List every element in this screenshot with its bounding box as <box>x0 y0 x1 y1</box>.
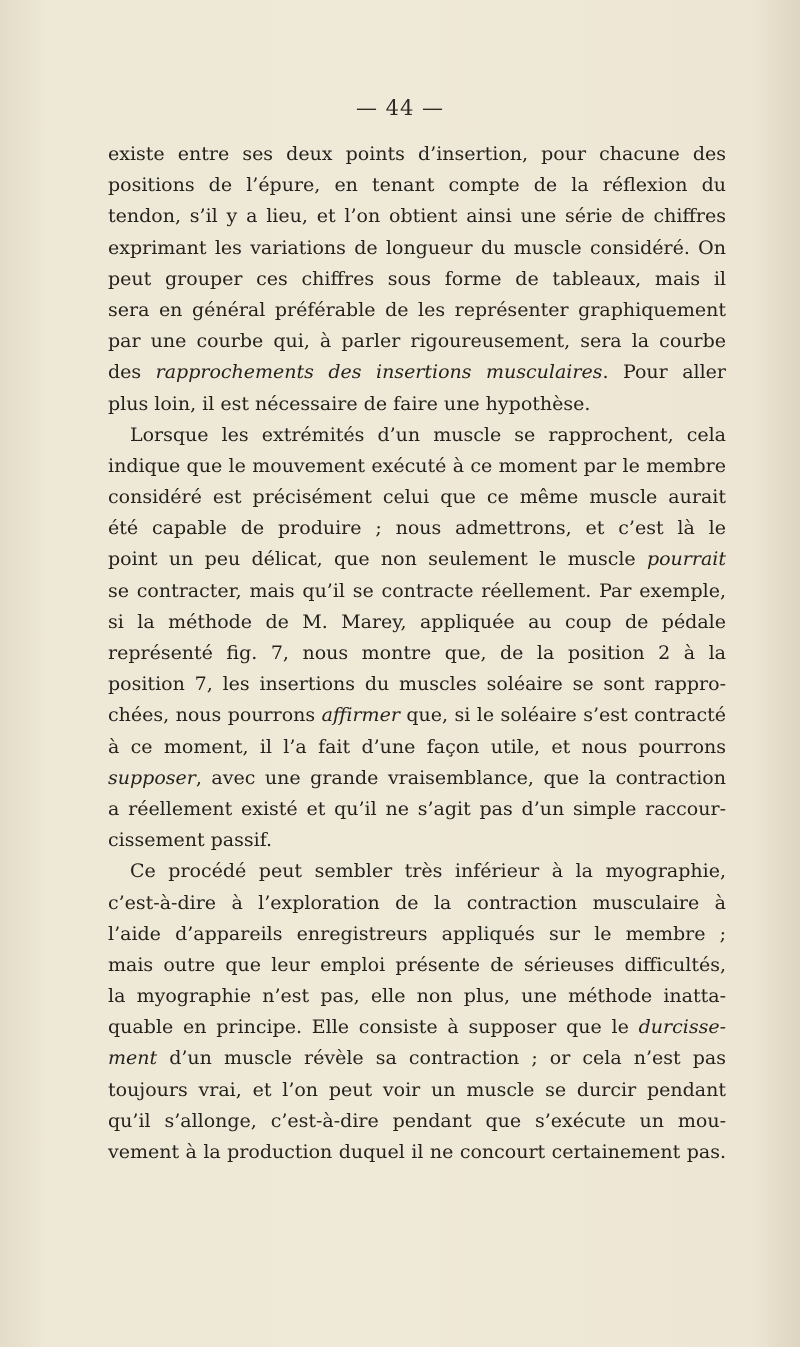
text-segment: point un peu délicat, que non seulement le muscle <box>108 548 647 571</box>
text-line: la myographie n’est pas, elle non plus, une méthode inatta- <box>108 985 726 1008</box>
text-line: indique que le mouvement exécuté à ce moment par le membre <box>108 454 726 477</box>
body-text <box>108 139 726 1168</box>
text-line: exprimant les variations de longueur du muscle considéré. On <box>108 236 726 259</box>
italic-phrase: ment <box>108 1047 158 1070</box>
text-line: Lorsque les extrémités d’un muscle se rapprochent, cela <box>130 423 726 446</box>
text-line: toujours vrai, et l’on peut voir un muscle se durcir pendant <box>108 1078 726 1101</box>
text-segment: des <box>108 361 156 384</box>
text-line <box>108 763 726 794</box>
italic-phrase: affirmer <box>321 704 400 727</box>
text-line: vement à la production duquel il ne concourt certainement pas. <box>108 1141 726 1163</box>
text-segment: , avec une grande vraisemblance, que la contraction <box>195 766 726 789</box>
text-line: sera en général préférable de les représenter graphiquement <box>108 298 726 321</box>
italic-phrase: supposer <box>108 766 196 789</box>
text-line: si la méthode de M. Marey, appliquée au coup de pédale <box>108 610 726 633</box>
text-line <box>108 1012 726 1043</box>
text-segment: chées, nous pourrons <box>108 704 322 727</box>
text-line: existe entre ses deux points d’insertion, pour chacune des <box>108 143 726 165</box>
text-line: a réellement existé et qu’il ne s’agit pas d’un simple raccour- <box>108 797 726 820</box>
text-line: à ce moment, il l’a fait d’une façon utile, et nous pourrons <box>108 735 726 758</box>
text-line: considéré est précisément celui que ce même muscle aurait <box>108 486 726 509</box>
italic-phrase: rapprochements des insertions musculaires <box>155 361 603 384</box>
text-line <box>108 357 726 388</box>
italic-phrase: durcisse- <box>638 1016 726 1039</box>
text-line: c’est-à-dire à l’exploration de la contraction musculaire à <box>108 891 726 914</box>
text-line: l’aide d’appareils enregistreurs appliqués sur le membre ; <box>108 922 726 945</box>
text-line: mais outre que leur emploi présente de sérieuses difficultés, <box>108 953 726 976</box>
text-line: position 7, les insertions du muscles soléaire se sont rappro- <box>108 673 726 696</box>
text-line: été capable de produire ; nous admettrons, et c’est là le <box>108 517 726 540</box>
page-number: — 44 — <box>355 96 445 120</box>
text-segment: . Pour aller <box>602 361 726 384</box>
text-line: représenté fig. 7, nous montre que, de la position 2 à la <box>108 642 726 664</box>
text-line: positions de l’épure, en tenant compte de la réflexion du <box>108 174 726 197</box>
text-line: par une courbe qui, à parler rigoureusement, sera la courbe <box>108 330 726 353</box>
italic-phrase: pourrait <box>646 548 726 571</box>
text-line <box>108 544 726 575</box>
text-segment: d’un muscle révèle sa contraction ; or cela n’est pas <box>157 1047 726 1070</box>
text-line: plus loin, il est nécessaire de faire une hypothèse. <box>108 392 591 415</box>
text-line: Ce procédé peut sembler très inférieur à la myographie, <box>130 860 726 883</box>
text-line: se contracter, mais qu’il se contracte réellement. Par exemple, <box>108 579 726 602</box>
text-line <box>108 1043 726 1074</box>
text-line: cissement passif. <box>108 829 273 852</box>
text-line: qu’il s’allonge, c’est-à-dire pendant que s’exécute un mou- <box>108 1109 726 1132</box>
text-segment: que, si le soléaire s’est contracté <box>399 704 726 727</box>
text-line <box>108 700 726 731</box>
text-line: tendon, s’il y a lieu, et l’on obtient ainsi une série de chiffres <box>108 205 726 228</box>
text-line: peut grouper ces chiffres sous forme de tableaux, mais il <box>108 267 726 290</box>
text-segment: quable en principe. Elle consiste à supposer que le <box>108 1016 639 1039</box>
